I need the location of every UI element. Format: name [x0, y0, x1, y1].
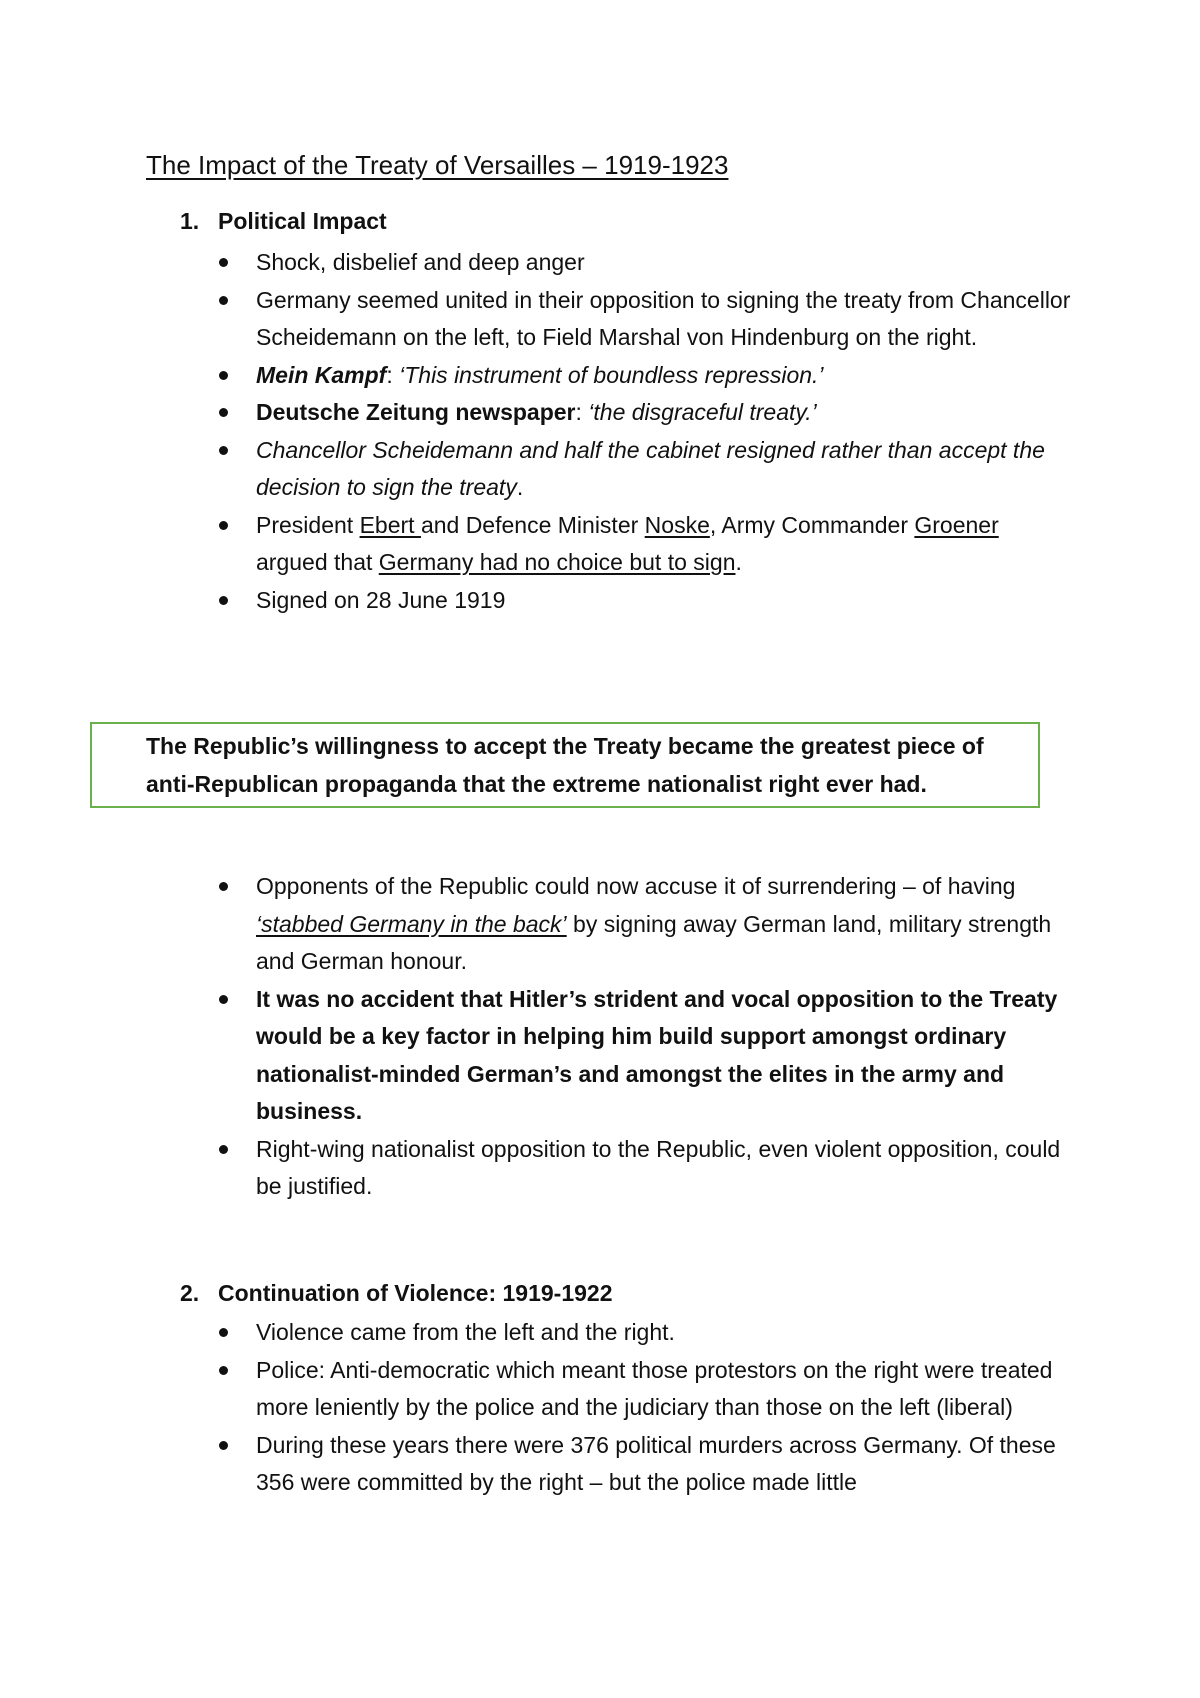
name-noske: Noske	[644, 511, 710, 538]
list-item	[0, 1427, 1076, 1502]
section-heading-violence	[180, 1280, 613, 1307]
section-heading-political-impact	[180, 208, 387, 235]
stabbed-in-back-quote: ‘stabbed Germany in the back’	[256, 910, 567, 937]
quote: ‘This instrument of boundless repression.’	[399, 361, 824, 388]
quote: ‘the disgraceful treaty.’	[588, 399, 817, 425]
section-title: Political Impact	[218, 208, 387, 234]
list-item	[0, 1314, 1076, 1352]
underlined-claim: Germany had no choice but to sign	[378, 549, 736, 575]
list-item-text: Germany seemed united in their opposition to signing the treaty from Chancellor Scheidemann on the left, to Field Marshal von Hindenburg on the right.	[256, 286, 1071, 350]
list-item	[0, 868, 1076, 981]
text-segment: argued that	[256, 549, 379, 575]
list-item-text: Chancellor Scheidemann and half the cabinet resigned rather than accept the decision to sign the treaty	[256, 436, 1045, 500]
section-number: 1.	[180, 208, 200, 234]
period: .	[735, 549, 742, 575]
list-item-text: Police: Anti-democratic which meant those protestors on the right were treated more leniently by the police and the judiciary than those on the left (liberal)	[256, 1356, 1053, 1420]
text-segment: President	[256, 511, 360, 538]
list-item-text: Violence came from the left and the right.	[256, 1319, 675, 1345]
separator: :	[575, 399, 589, 425]
text-segment: by signing away German land, military strength and German honour.	[256, 910, 1052, 974]
list-item-text: Shock, disbelief and deep anger	[256, 249, 585, 275]
list-item	[0, 1352, 1076, 1427]
political-impact-list	[0, 244, 1200, 619]
list-item	[0, 282, 1076, 357]
text-segment: and Defence Minister	[420, 511, 645, 538]
page-title: The Impact of the Treaty of Versailles – 1919-1923	[146, 150, 729, 180]
mein-kampf-label: Mein Kampf	[256, 361, 387, 388]
newspaper-label: Deutsche Zeitung newspaper	[256, 399, 576, 425]
callout-box	[90, 722, 1040, 808]
list-item	[0, 357, 1076, 395]
section-title: Continuation of Violence: 1919-1922	[218, 1280, 613, 1306]
name-groener: Groener	[914, 511, 999, 538]
name-ebert: Ebert	[359, 511, 421, 538]
list-item	[0, 582, 1076, 620]
list-item-text: It was no accident that Hitler’s strident and vocal opposition to the Treaty would be a key factor in helping him build support amongst ordinary nationalist-minded German’s and amongst the elites in the army and business.	[256, 985, 1058, 1124]
list-item	[0, 507, 1076, 582]
list-item-text: During these years there were 376 political murders across Germany. Of these 356 were committed by the right – but the police made little	[256, 1431, 1056, 1495]
callout-text: The Republic’s willingness to accept the Treaty became the greatest piece of anti-Republican propaganda that the extreme nationalist right ever had.	[146, 733, 984, 797]
text-segment: , Army Commander	[709, 511, 915, 538]
text-segment: Opponents of the Republic could now accuse it of surrendering – of having	[256, 873, 1016, 899]
separator: :	[386, 361, 400, 388]
list-item-text: Right-wing nationalist opposition to the Republic, even violent opposition, could be justified.	[256, 1135, 1061, 1199]
violence-list	[0, 1314, 1200, 1502]
period: .	[516, 474, 524, 500]
section-number: 2.	[180, 1280, 200, 1306]
list-item	[0, 244, 1076, 282]
list-item	[0, 394, 1076, 432]
consequences-list	[0, 868, 1200, 1206]
list-item	[0, 432, 1076, 507]
list-item-text: Signed on 28 June 1919	[256, 586, 506, 613]
list-item	[0, 1131, 1076, 1206]
list-item	[0, 981, 1076, 1131]
